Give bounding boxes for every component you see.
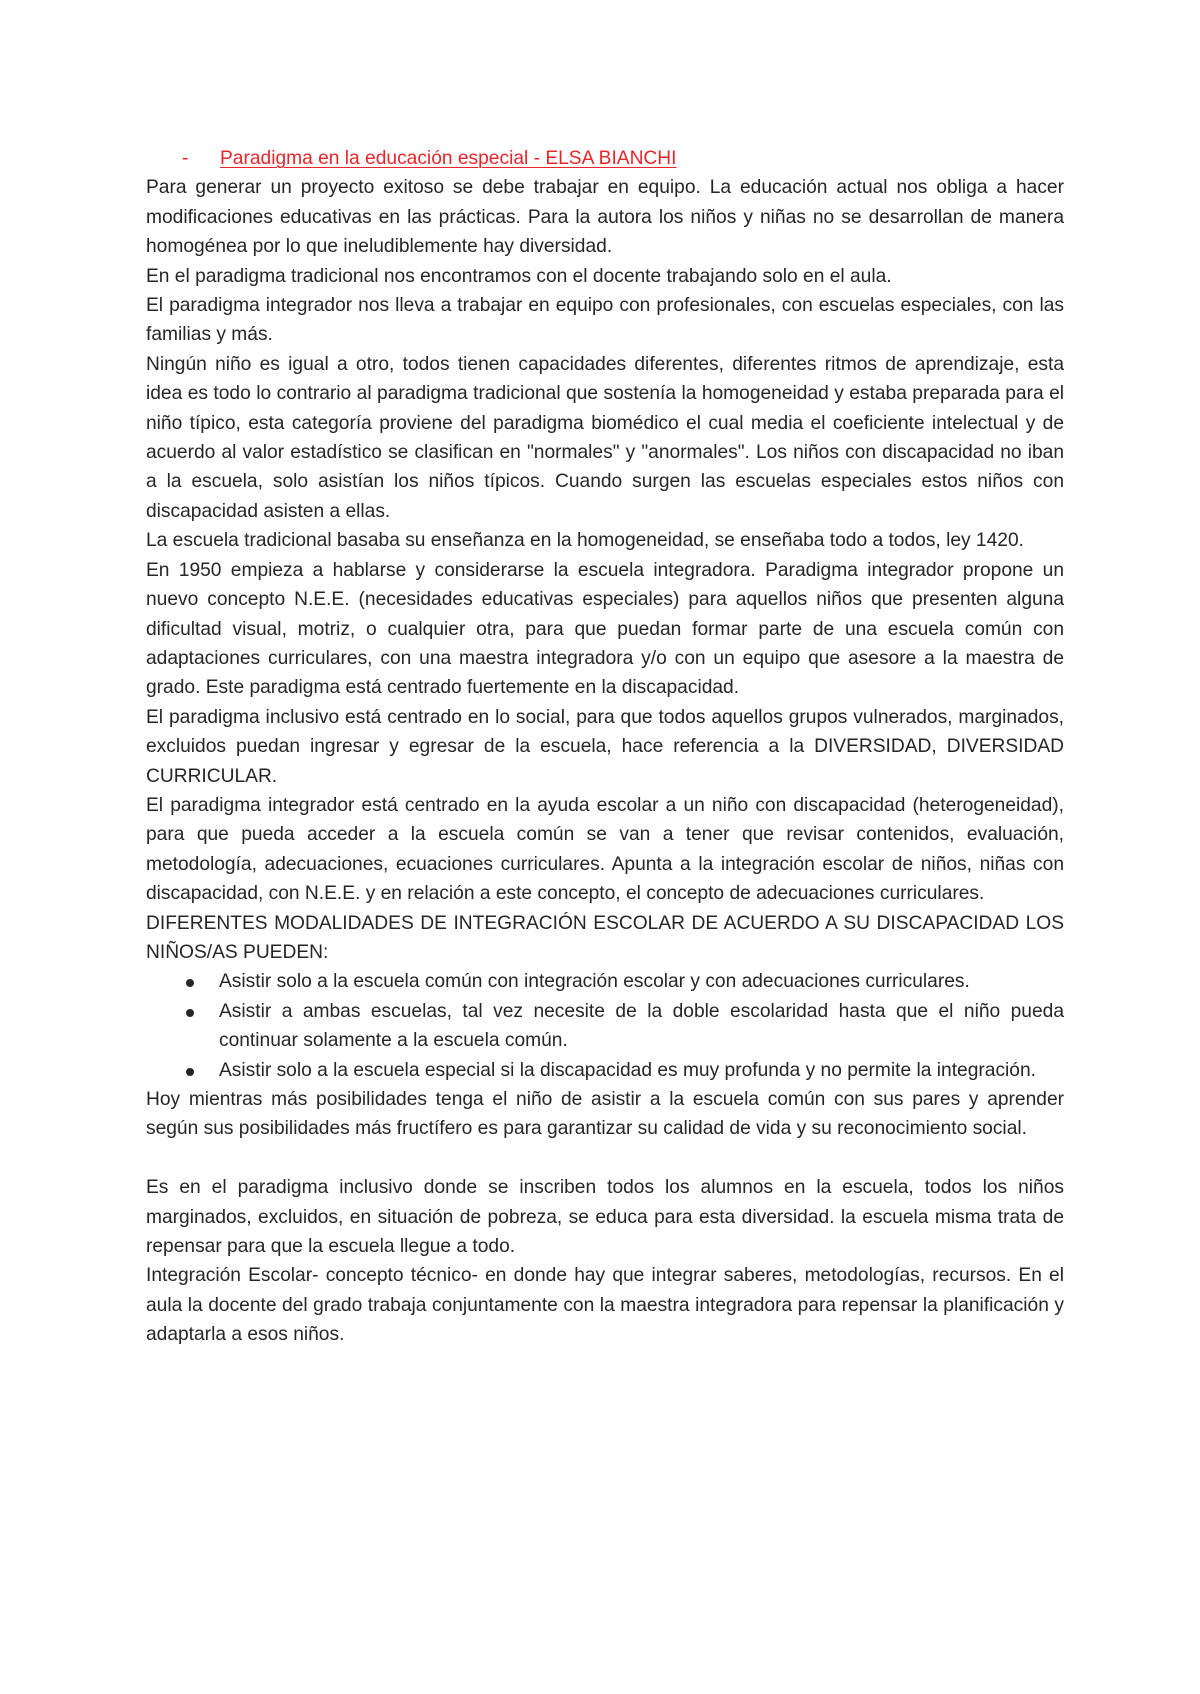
- heading-dash: -: [182, 148, 189, 169]
- paragraph-caps-heading: DIFERENTES MODALIDADES DE INTEGRACIÓN ESCOLAR DE ACUERDO A SU DISCAPACIDAD LOS NIÑOS/AS PUEDEN:: [146, 912, 1064, 963]
- paragraph: Para generar un proyecto exitoso se debe trabajar en equipo. La educación actual nos obliga a hacer modificaciones educativas en las prácticas. Para la autora los niños y niñas no se desarrollan de manera homogénea por lo que ineludiblemente hay diversidad.: [146, 177, 1064, 258]
- bullet-icon: [186, 979, 194, 987]
- bullet-icon: [186, 1068, 194, 1076]
- blank-line: [146, 1144, 1064, 1173]
- list-item-text: Asistir solo a la escuela común con integración escolar y con adecuaciones curriculares.: [219, 971, 970, 993]
- paragraph: En el paradigma tradicional nos encontramos con el docente trabajando solo en el aula.: [146, 265, 892, 287]
- paragraph: La escuela tradicional basaba su enseñanza en la homogeneidad, se enseñaba todo a todos, ley 1420.: [146, 530, 1024, 552]
- paragraph: El paradigma inclusivo está centrado en lo social, para que todos aquellos grupos vulnerados, marginados, excluidos puedan ingresar y egresar de la escuela, hace referencia a la DIVERSIDAD, DIVERSIDAD CURRICULAR.: [146, 706, 1064, 787]
- list-item-text: Asistir solo a la escuela especial si la discapacidad es muy profunda y no permite la integración.: [219, 1059, 1036, 1081]
- list-item: [146, 997, 1064, 1056]
- list-item: [146, 967, 1064, 996]
- bullet-list: [146, 967, 1064, 1085]
- bullet-icon: [186, 1009, 194, 1017]
- section-heading: [146, 144, 1064, 173]
- paragraph: En 1950 empieza a hablarse y considerarse la escuela integradora. Paradigma integrador propone un nuevo concepto N.E.E. (necesidades educativas especiales) para aquellos niños que presenten alguna dificultad visual, motriz, o cualquier otra, para que puedan formar parte de una escuela común con adaptaciones curriculares, con una maestra integradora y/o con un equipo que asesore a la maestra de grado. Este paradigma está centrado fuertemente en la discapacidad.: [146, 559, 1064, 699]
- paragraph: Hoy mientras más posibilidades tenga el niño de asistir a la escuela común con sus pares y aprender según sus posibilidades más fructífero es para garantizar su calidad de vida y su reconocimiento social.: [146, 1089, 1064, 1140]
- document-page: [146, 144, 1064, 1350]
- paragraph: El paradigma integrador nos lleva a trabajar en equipo con profesionales, con escuelas especiales, con las familias y más.: [146, 295, 1064, 346]
- paragraph: Ningún niño es igual a otro, todos tienen capacidades diferentes, diferentes ritmos de aprendizaje, esta idea es todo lo contrario al paradigma tradicional que sostenía la homogeneidad y estaba preparada para el niño típico, esta categoría proviene del paradigma biomédico el cual media el coeficiente intelectual y de acuerdo al valor estadístico se clasifican en "normales" y "anormales". Los niños con discapacidad no iban a la escuela, solo asistían los niños típicos. Cuando surgen las escuelas especiales estos niños con discapacidad asisten a ellas.: [146, 353, 1064, 522]
- paragraph: Integración Escolar- concepto técnico- en donde hay que integrar saberes, metodologías, recursos. En el aula la docente del grado trabaja conjuntamente con la maestra integradora para repensar la planificación y adaptarla a esos niños.: [146, 1265, 1064, 1346]
- list-item-text: Asistir a ambas escuelas, tal vez necesite de la doble escolaridad hasta que el niño pueda continuar solamente a la escuela común.: [219, 1000, 1064, 1052]
- paragraph: El paradigma integrador está centrado en la ayuda escolar a un niño con discapacidad (heterogeneidad), para que pueda acceder a la escuela común se van a tener que revisar contenidos, evaluación, metodología, adecuaciones, ecuaciones curriculares. Apunta a la integración escolar de niños, niñas con discapacidad, con N.E.E. y en relación a este concepto, el concepto de adecuaciones curriculares.: [146, 794, 1064, 905]
- paragraph: Es en el paradigma inclusivo donde se inscriben todos los alumnos en la escuela, todos los niños marginados, excluidos, en situación de pobreza, se educa para esta diversidad. la escuela misma trata de repensar para que la escuela llegue a todo.: [146, 1177, 1064, 1258]
- heading-title: Paradigma en la educación especial - ELSA BIANCHI: [220, 148, 677, 169]
- list-item: [146, 1056, 1064, 1085]
